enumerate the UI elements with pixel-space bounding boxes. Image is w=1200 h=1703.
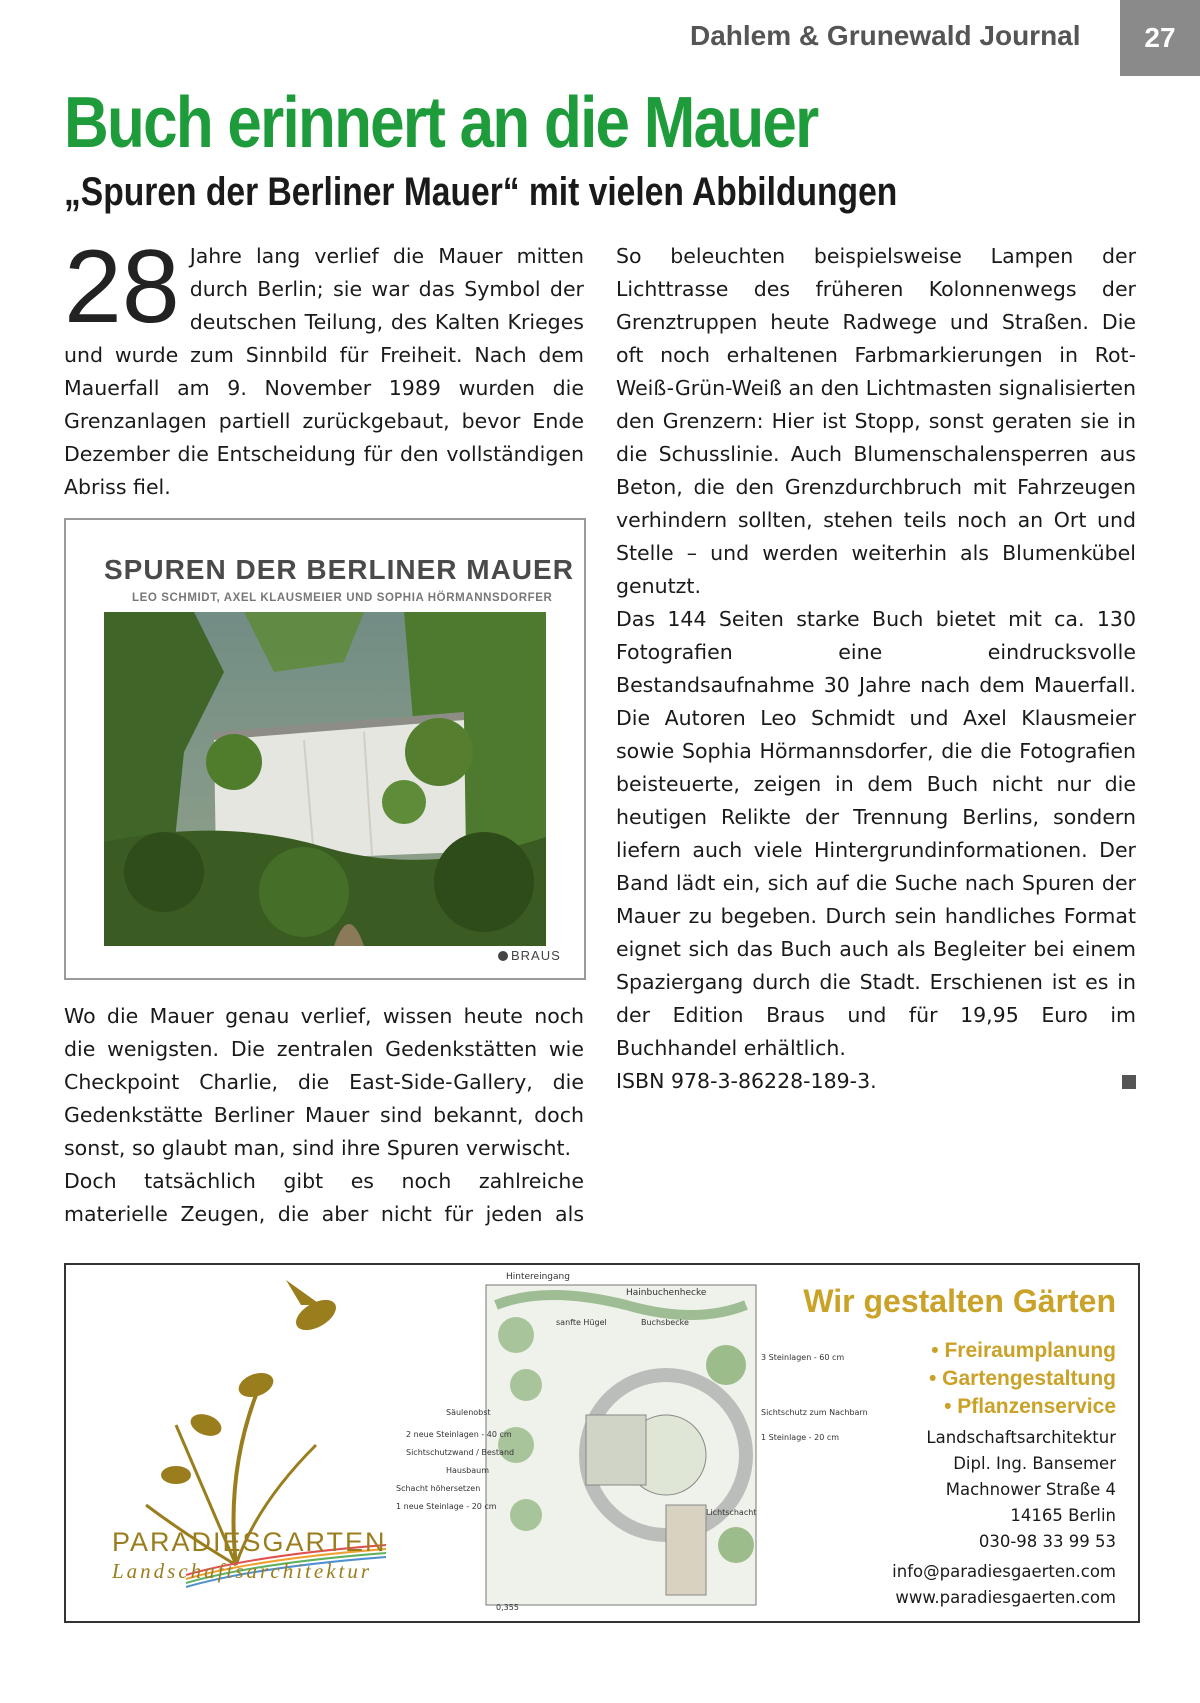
contact-website[interactable]: www.paradiesgaerten.com	[895, 1588, 1116, 1607]
book-title: SPUREN DER BERLINER MAUER	[104, 554, 574, 585]
isbn-line	[616, 1065, 1136, 1098]
isbn: ISBN 978-3-86228-189-3.	[616, 1069, 877, 1093]
contact-phone: 030-98 33 99 53	[978, 1532, 1116, 1551]
book-cover-image	[64, 518, 586, 980]
garden-plan-drawing	[366, 1265, 876, 1621]
brand-name: PARADIESGARTEN	[112, 1527, 387, 1557]
headline: Buch erinnert an die Mauer	[64, 83, 818, 163]
wall-photo	[104, 612, 546, 946]
end-mark-icon	[1122, 1075, 1136, 1089]
plan-label: Säulenobst	[446, 1408, 491, 1417]
plan-label: Lichtschacht	[706, 1508, 757, 1517]
article-column-left-bottom	[64, 1000, 584, 1231]
page-number: 27	[1120, 0, 1200, 76]
ad-contact-block	[892, 1425, 1116, 1611]
plan-label: Buchsbecke	[641, 1318, 689, 1327]
article-column-left-top	[64, 229, 584, 504]
plan-label: Hintereingang	[506, 1272, 570, 1282]
service-item: • Gartengestaltung	[928, 1367, 1116, 1390]
plan-label: 1 neue Steinlage - 20 cm	[396, 1502, 497, 1511]
contact-line: Dipl. Ing. Bansemer	[953, 1454, 1116, 1473]
subheadline: „Spuren der Berliner Mauer“ mit vielen Abbildungen	[64, 170, 898, 214]
plan-label: Hainbuchenhecke	[626, 1288, 707, 1298]
ad-title: Wir gestalten Gärten	[803, 1283, 1116, 1319]
paragraph-intro: Jahre lang verlief die Mauer mitten durch Berlin; sie war das Symbol der deutschen Teilung, des Kalten Krieges und wurde zum Sinnbild für Freiheit. Nach dem Mauerfall am 9. November 1989 wurden die Grenzanlagen partiell zurückgebaut, bevor Ende Dezember die Entscheidung für den vollständigen Abriss fiel.	[64, 244, 584, 499]
publisher-name: BRAUS	[511, 948, 561, 963]
brand-subtitle: Landschaftsarchitektur	[112, 1559, 373, 1583]
plan-label: 1 Steinlage - 20 cm	[761, 1433, 840, 1442]
plan-label: 2 neue Steinlagen - 40 cm	[406, 1430, 512, 1439]
service-item: • Freiraumplanung	[931, 1339, 1116, 1362]
contact-line: Machnower Straße 4	[945, 1480, 1116, 1499]
plan-label: Schacht höhersetzen	[396, 1484, 481, 1493]
contact-line: 14165 Berlin	[1010, 1506, 1116, 1525]
ad-services-list	[929, 1337, 1116, 1421]
contact-line: Landschaftsarchitektur	[926, 1428, 1116, 1447]
publisher-logo-icon	[498, 951, 508, 961]
plan-label: sanfte Hügel	[556, 1318, 607, 1327]
plan-label: Sichtschutzwand / Bestand	[406, 1448, 515, 1457]
paragraph-2: Wo die Mauer genau verlief, wissen heute noch die wenigsten. Die zentralen Gedenkstätten wie Checkpoint Charlie, die East-Side-Gallery, die Gedenkstätte Berliner Mauer sind bekannt, doch sonst, so glaubt man, sind ihre Spuren verwischt.	[64, 1004, 584, 1160]
service-item: • Pflanzenservice	[944, 1395, 1116, 1418]
advertisement	[64, 1263, 1140, 1623]
article-column-right	[616, 240, 1136, 1098]
paragraph-3: Doch tatsächlich gibt es noch zahlreiche materielle Zeugen, die aber nicht für jeden als	[64, 1169, 584, 1226]
paragraph-5: Das 144 Seiten starke Buch bietet mit ca. 130 Fotografien eine eindrucksvolle Bestandsaufnahme 30 Jahre nach dem Mauerfall. Die Autoren Leo Schmidt und Axel Klausmeier sowie Sophia Hörmannsdorfer, die die Fotografien beisteuerte, zeigen in dem Buch nicht nur die heutigen Relikte der Trennung Berlins, sondern liefern auch viele Hintergrundinformationen. Der Band lädt ein, sich auf die Suche nach Spuren der Mauer zu begeben. Durch sein handliches Format eignet sich das Buch auch als Begleiter bei einem Spaziergang durch die Stadt. Erschienen ist es in der Edition Braus und für 19,95 Euro im Buchhandel erhältlich.	[616, 607, 1136, 1060]
book-publisher	[498, 948, 561, 963]
journal-name: Dahlem & Grunewald Journal	[690, 20, 1081, 51]
dropcap: 28	[64, 229, 180, 345]
plan-label: 0,355	[496, 1603, 519, 1612]
paragraph-4: So beleuchten beispielsweise Lampen der Lichttrasse des früheren Kolonnenwegs der Grenztruppen heute Radwege und Straßen. Die oft noch erhaltenen Farbmarkierungen in Rot-Weiß-Grün-Weiß an den Lichtmasten signalisierten den Grenzern: Hier ist Stopp, sonst geraten sie in die Schusslinie. Auch Blumenschalensperren aus Beton, die den Grenzdurchbruch mit Fahrzeugen verhindern sollten, stehen teils noch an Ort und Stelle – und werden weiterhin als Blumenkübel genutzt.	[616, 244, 1136, 598]
contact-email[interactable]: info@paradiesgaerten.com	[892, 1562, 1116, 1581]
plan-label: 3 Steinlagen - 60 cm	[761, 1353, 845, 1362]
plan-label: Hausbaum	[446, 1466, 489, 1475]
plan-label: Sichtschutz zum Nachbarn	[761, 1408, 868, 1417]
book-authors: LEO SCHMIDT, AXEL KLAUSMEIER UND SOPHIA HÖRMANNSDORFER	[132, 592, 553, 604]
